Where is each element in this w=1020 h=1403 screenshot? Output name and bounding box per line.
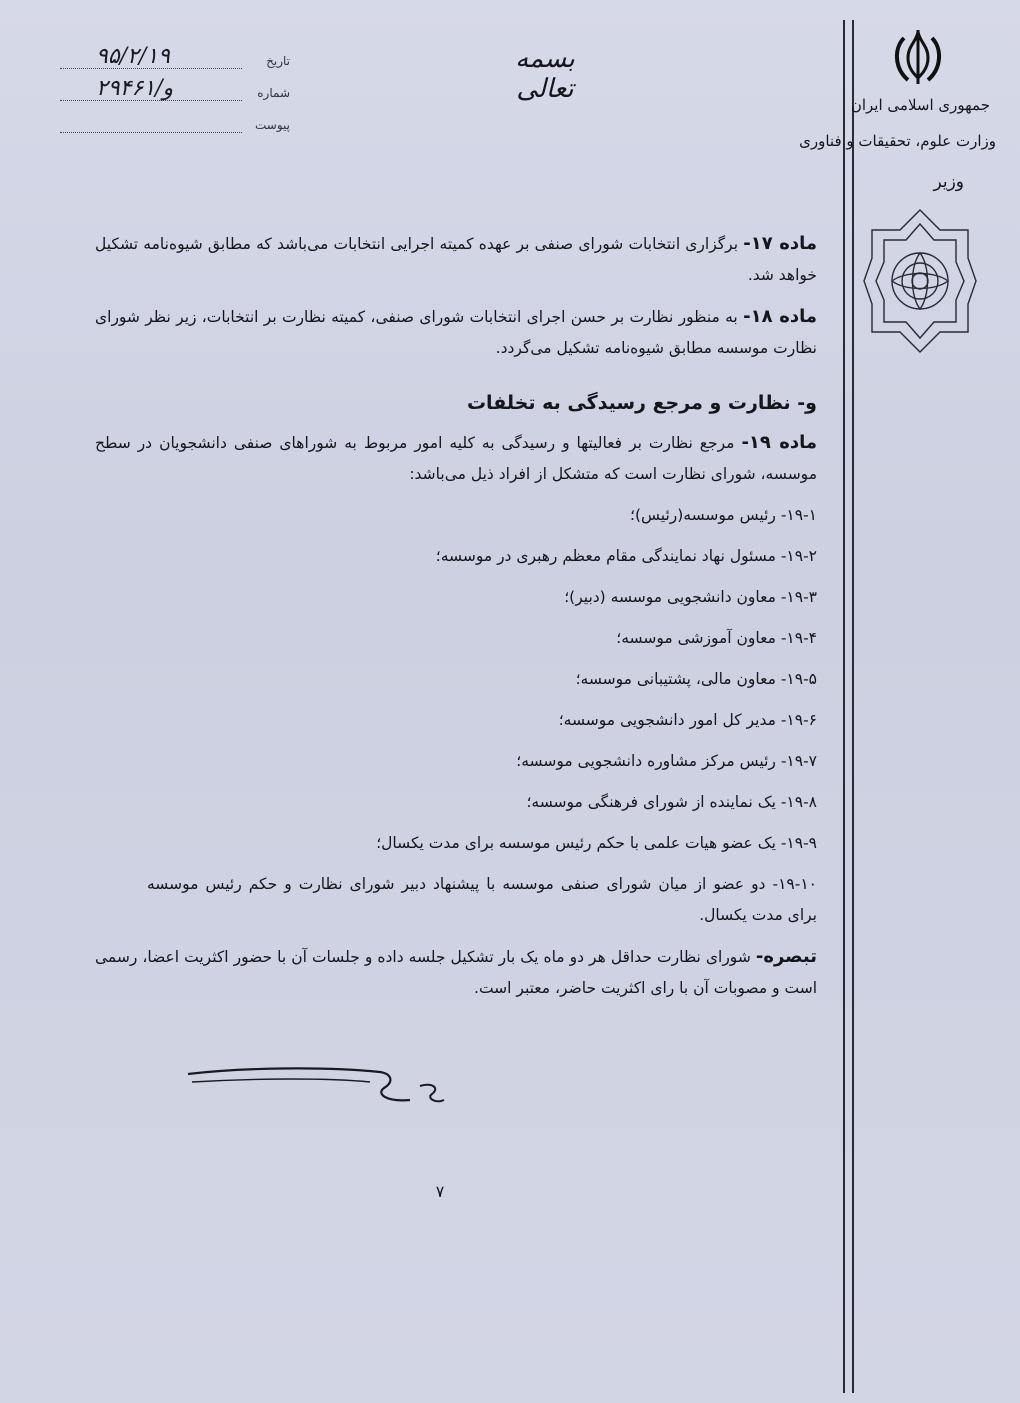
- margin-rule-inner: [852, 20, 854, 1393]
- list-item: ۱۹-۱- رئیس موسسه(رئیس)؛: [630, 506, 817, 524]
- list-item: ۱۹-۵- معاون مالی، پشتیبانی موسسه؛: [575, 670, 817, 688]
- article-19-text: مرجع نظارت بر فعالیتها و رسیدگی به کلیه امور مربوط به شوراهای صنفی دانشجویان در سطح موسسه، شورای نظارت است که متشکل از افراد ذیل می‌باشد:: [95, 434, 817, 483]
- attachment-row: [60, 112, 290, 144]
- article-18: [95, 301, 817, 364]
- list-item: ۱۹-۷- رئیس مرکز مشاوره دانشجویی موسسه؛: [516, 752, 817, 770]
- note-label: تبصره-: [755, 946, 817, 967]
- article-17-label: ماده ۱۷-: [743, 233, 817, 254]
- signature-icon: [180, 1060, 450, 1120]
- iran-emblem-icon: [886, 28, 950, 88]
- document-body: [95, 228, 817, 1014]
- list-item: ۱۹-۴- معاون آموزشی موسسه؛: [616, 629, 817, 647]
- note-text: شورای نظارت حداقل هر دو ماه یک بار تشکیل جلسه داده و جلسات آن با حضور اکثریت اعضا، رسمی است و مصوبات آن با رای اکثریت حاضر، معتبر است.: [95, 948, 817, 997]
- section-heading: و- نظارت و مرجع رسیدگی به تخلفات: [466, 392, 817, 414]
- number-label: شماره: [257, 86, 290, 100]
- letterhead-republic: جمهوری اسلامی ایران: [850, 96, 990, 114]
- article-19-label: ماده ۱۹-: [741, 432, 817, 453]
- article-19: [95, 427, 817, 490]
- page-number: ۷: [435, 1182, 445, 1201]
- article-17: [95, 228, 817, 291]
- date-row: [60, 44, 290, 80]
- list-item: ۱۹-۶- مدیر کل امور دانشجویی موسسه؛: [558, 711, 817, 729]
- number-value: ۲۹۴۶۱/و: [96, 76, 174, 101]
- article-18-label: ماده ۱۸-: [743, 306, 817, 327]
- date-label: تاریخ: [266, 54, 290, 68]
- margin-rule-outer: [843, 20, 845, 1393]
- attachment-label: پیوست: [255, 118, 290, 132]
- letter-meta: [60, 44, 290, 144]
- article-17-text: برگزاری انتخابات شورای صنفی بر عهده کمیته اجرایی انتخابات می‌باشد که مطابق شیوه‌نامه تشکیل خواهد شد.: [95, 235, 817, 284]
- list-item: ۱۹-۱۰- دو عضو از میان شورای صنفی موسسه با پیشنهاد دبیر شورای نظارت و حکم رئیس موسسه برای مدت یکسال.: [147, 875, 817, 924]
- date-value: ۹۵/۲/۱۹: [96, 44, 170, 69]
- list-item: ۱۹-۲- مسئول نهاد نمایندگی مقام معظم رهبری در موسسه؛: [435, 547, 817, 565]
- note: [95, 941, 817, 1004]
- letterhead-ministry: وزارت علوم، تحقیقات و فناوری: [799, 132, 996, 150]
- letterhead-minister: وزیر: [933, 172, 964, 192]
- list-item: ۱۹-۸- یک نماینده از شورای فرهنگی موسسه؛: [526, 793, 817, 811]
- list-item: ۱۹-۳- معاون دانشجویی موسسه (دبیر)؛: [564, 588, 817, 606]
- number-row: [60, 76, 290, 112]
- ornament-icon: [860, 206, 980, 356]
- attachment-dotted-line: [60, 132, 242, 133]
- article-18-text: به منظور نظارت بر حسن اجرای انتخابات شورای صنفی، کمیته نظارت بر انتخابات، زیر نظر شورای نظارت موسسه مطابق شیوه‌نامه تشکیل می‌گردد.: [95, 308, 817, 357]
- list-item: ۱۹-۹- یک عضو هیات علمی با حکم رئیس موسسه برای مدت یکسال؛: [376, 834, 817, 852]
- bismillah-heading: بسمه تعالی: [515, 44, 575, 104]
